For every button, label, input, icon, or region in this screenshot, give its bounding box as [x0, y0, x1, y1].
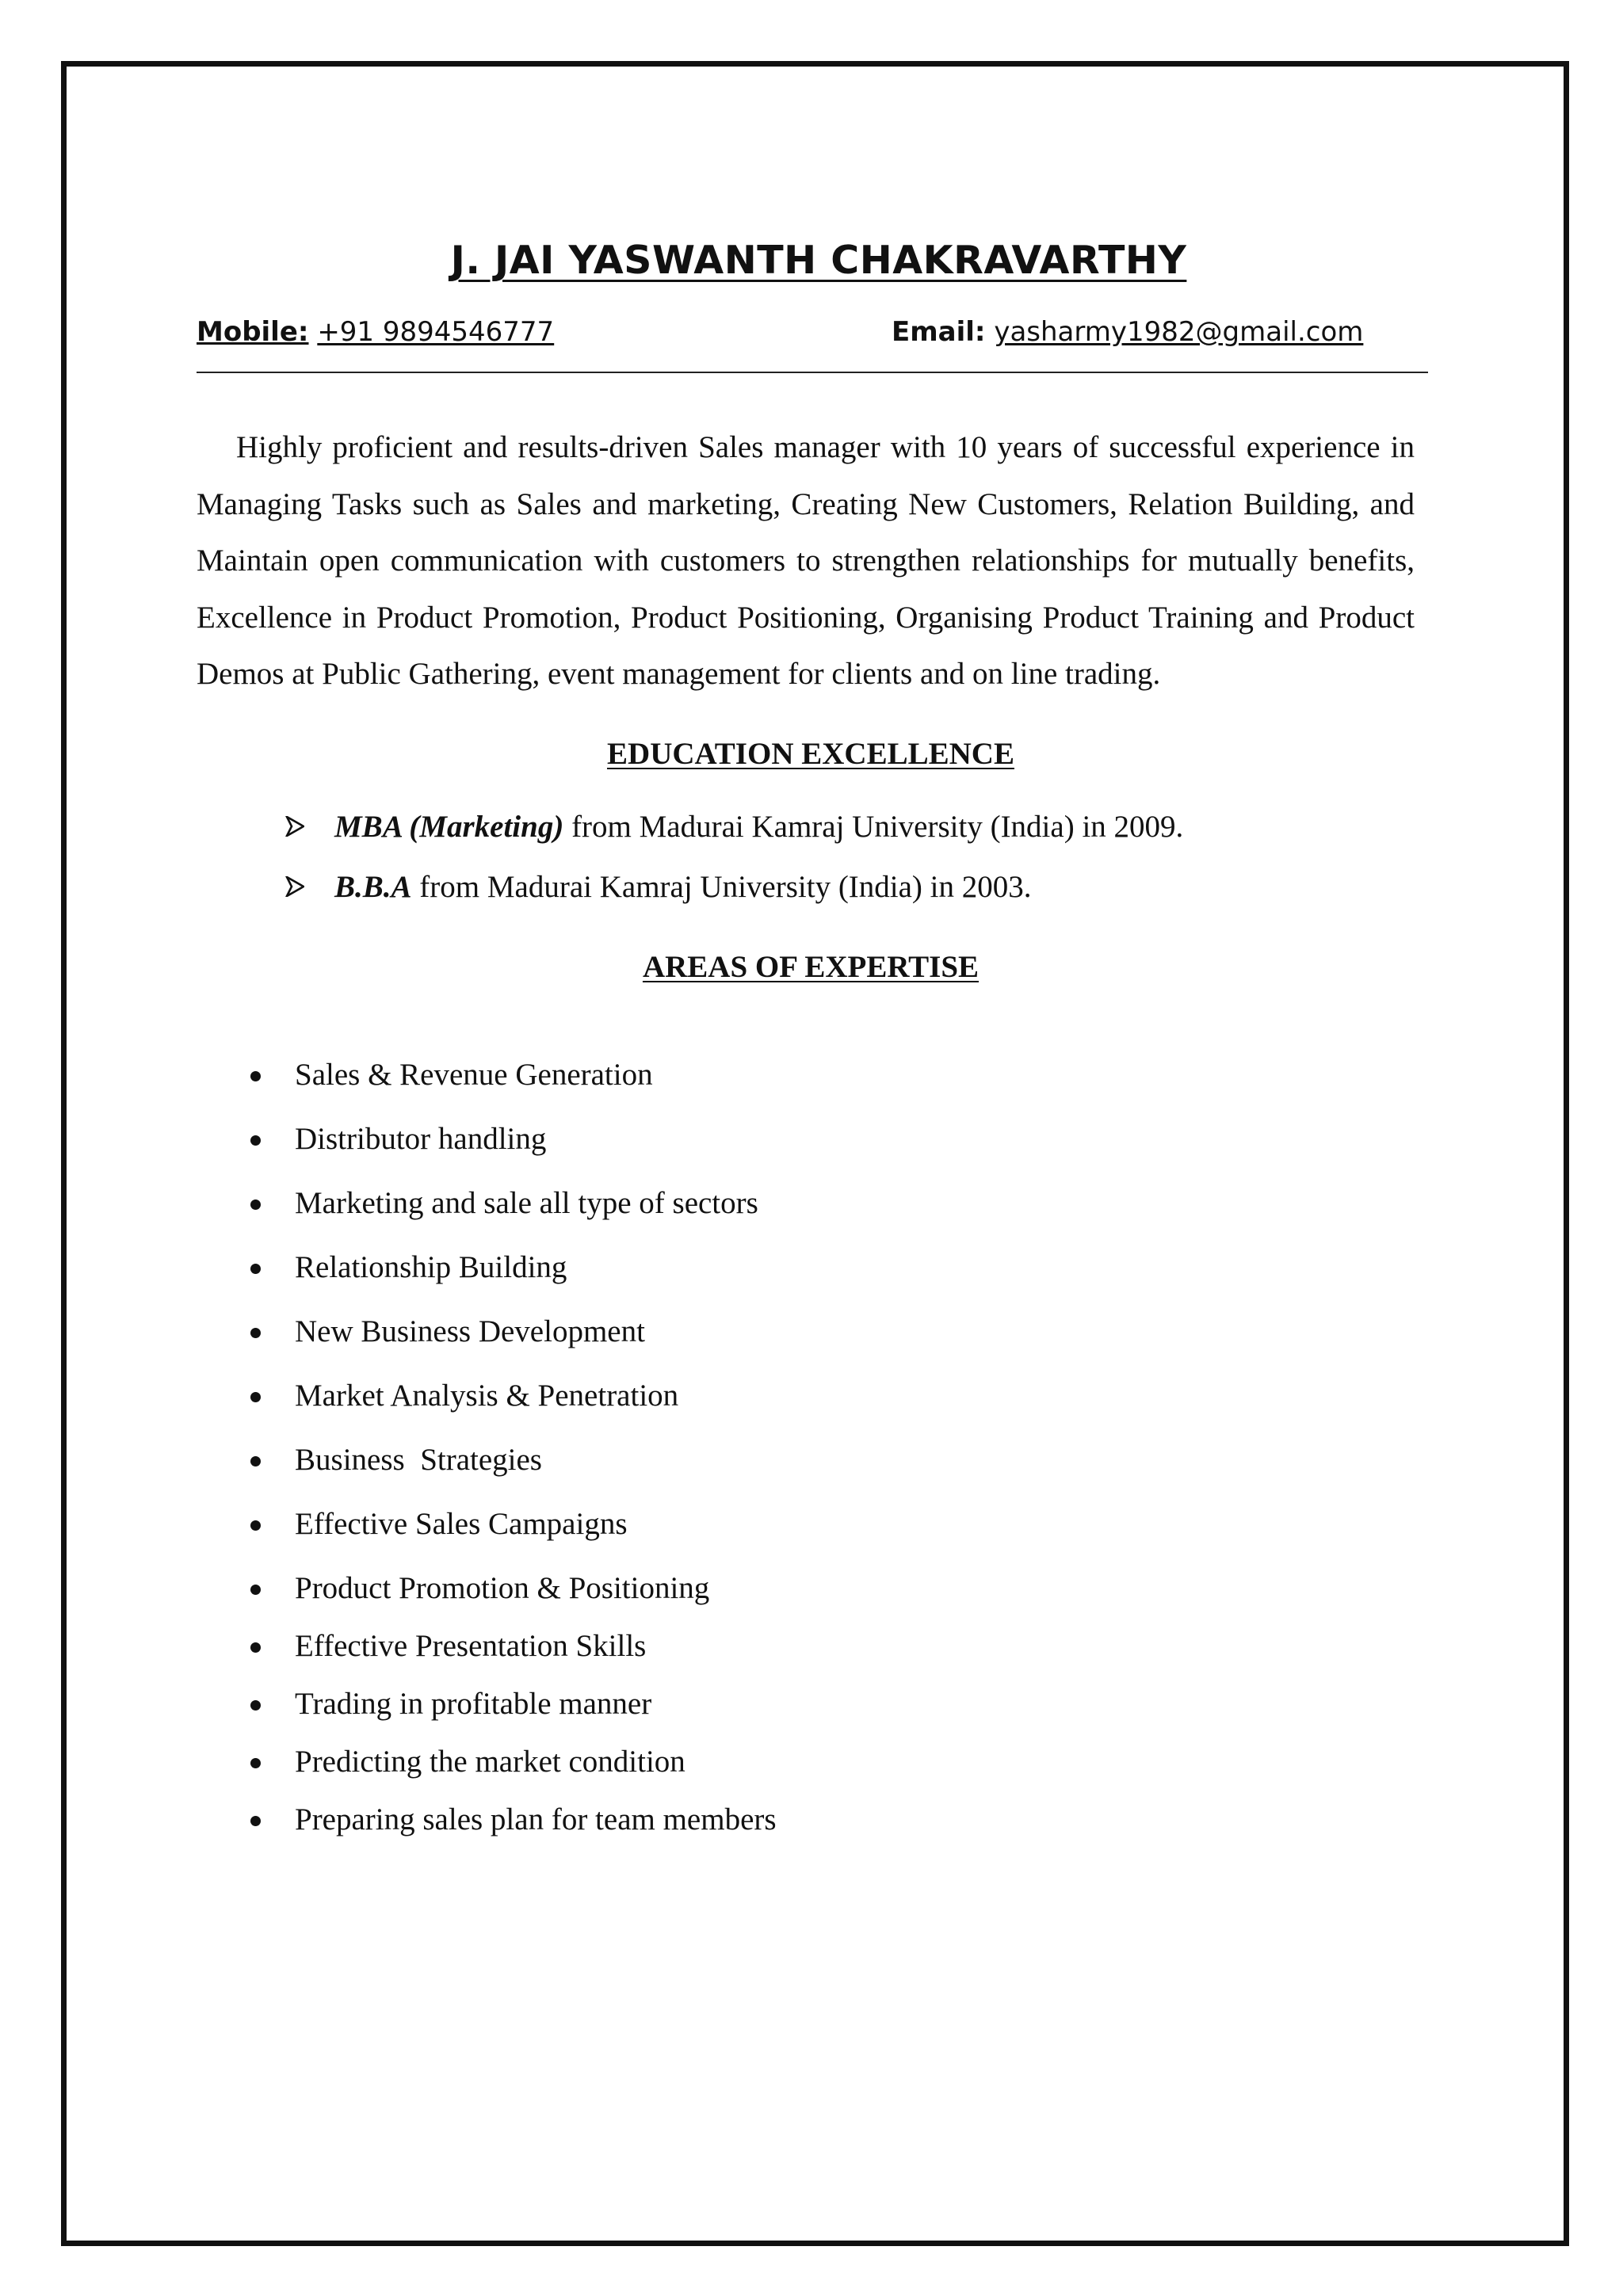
- expertise-item: [250, 1627, 1417, 1685]
- expertise-label: Preparing sales plan for team members: [295, 1802, 777, 1836]
- round-bullet-icon: [250, 1700, 261, 1711]
- round-bullet-icon: [250, 1816, 261, 1826]
- education-detail: from Madurai Kamraj University (India) in 2003.: [411, 869, 1032, 904]
- expertise-label: Effective Presentation Skills: [295, 1628, 647, 1663]
- round-bullet-icon: [250, 1758, 261, 1768]
- expertise-item: [250, 1569, 1417, 1627]
- expertise-item: [250, 1249, 1417, 1313]
- expertise-label: Market Analysis & Penetration: [295, 1378, 679, 1413]
- expertise-list: [197, 1056, 1417, 1859]
- expertise-item: [250, 1505, 1417, 1569]
- round-bullet-icon: [250, 1392, 261, 1402]
- arrowhead-bullet-icon: [285, 876, 304, 897]
- expertise-label: Business Strategies: [295, 1442, 542, 1477]
- candidate-name: J. JAI YASWANTH CHAKRAVARTHY: [450, 238, 1187, 283]
- education-item: [285, 808, 1417, 868]
- header-divider: [197, 372, 1428, 373]
- email-label: Email:: [892, 316, 986, 348]
- expertise-item: [250, 1441, 1417, 1505]
- expertise-label: Product Promotion & Positioning: [295, 1570, 710, 1605]
- expertise-item: [250, 1377, 1417, 1441]
- expertise-label: Sales & Revenue Generation: [295, 1057, 653, 1092]
- education-heading: EDUCATION EXCELLENCE: [607, 736, 1014, 771]
- round-bullet-icon: [250, 1328, 261, 1338]
- resume-content: [197, 238, 1417, 1859]
- round-bullet-icon: [250, 1071, 261, 1081]
- education-degree: MBA (Marketing): [334, 809, 564, 844]
- expertise-item: [250, 1743, 1417, 1801]
- round-bullet-icon: [250, 1642, 261, 1653]
- expertise-label: Distributor handling: [295, 1121, 547, 1156]
- round-bullet-icon: [250, 1456, 261, 1466]
- expertise-heading: AREAS OF EXPERTISE: [642, 949, 980, 984]
- expertise-label: Marketing and sale all type of sectors: [295, 1185, 758, 1220]
- expertise-label: Effective Sales Campaigns: [295, 1506, 628, 1541]
- mobile-label: Mobile:: [197, 316, 309, 348]
- email-contact: [892, 316, 1363, 348]
- expertise-label: New Business Development: [295, 1314, 645, 1348]
- round-bullet-icon: [250, 1520, 261, 1531]
- contact-row: [197, 316, 1417, 356]
- expertise-item: [250, 1120, 1417, 1184]
- mobile-contact: [197, 316, 554, 348]
- expertise-label: Relationship Building: [295, 1249, 567, 1284]
- email-link[interactable]: yasharmy1982@gmail.com: [994, 316, 1364, 348]
- round-bullet-icon: [250, 1585, 261, 1595]
- education-degree: B.B.A: [334, 869, 412, 904]
- expertise-item: [250, 1313, 1417, 1377]
- mobile-number: +91 9894546777: [317, 316, 555, 348]
- education-detail: from Madurai Kamraj University (India) in 2009.: [563, 809, 1184, 844]
- expertise-item: [250, 1685, 1417, 1743]
- round-bullet-icon: [250, 1199, 261, 1210]
- arrowhead-bullet-icon: [285, 816, 304, 837]
- education-list: [197, 808, 1417, 929]
- round-bullet-icon: [250, 1264, 261, 1274]
- expertise-item: [250, 1056, 1417, 1120]
- expertise-item: [250, 1184, 1417, 1249]
- professional-summary: Highly proficient and results-driven Sales manager with 10 years of successful experience in Managing Tasks such as Sales and marketing, Creating New Customers, Relation Building, and Maintain open communication with customers to strengthen relationships for mutually benefits, Excellence in Product Promotion, Product Positioning, Organising Product Training and Product Demos at Public Gathering, event management for clients and on line trading.: [197, 430, 1415, 691]
- expertise-label: Predicting the market condition: [295, 1744, 685, 1779]
- education-item: [285, 868, 1417, 929]
- expertise-item: [250, 1801, 1417, 1859]
- expertise-label: Trading in profitable manner: [295, 1686, 652, 1721]
- round-bullet-icon: [250, 1135, 261, 1146]
